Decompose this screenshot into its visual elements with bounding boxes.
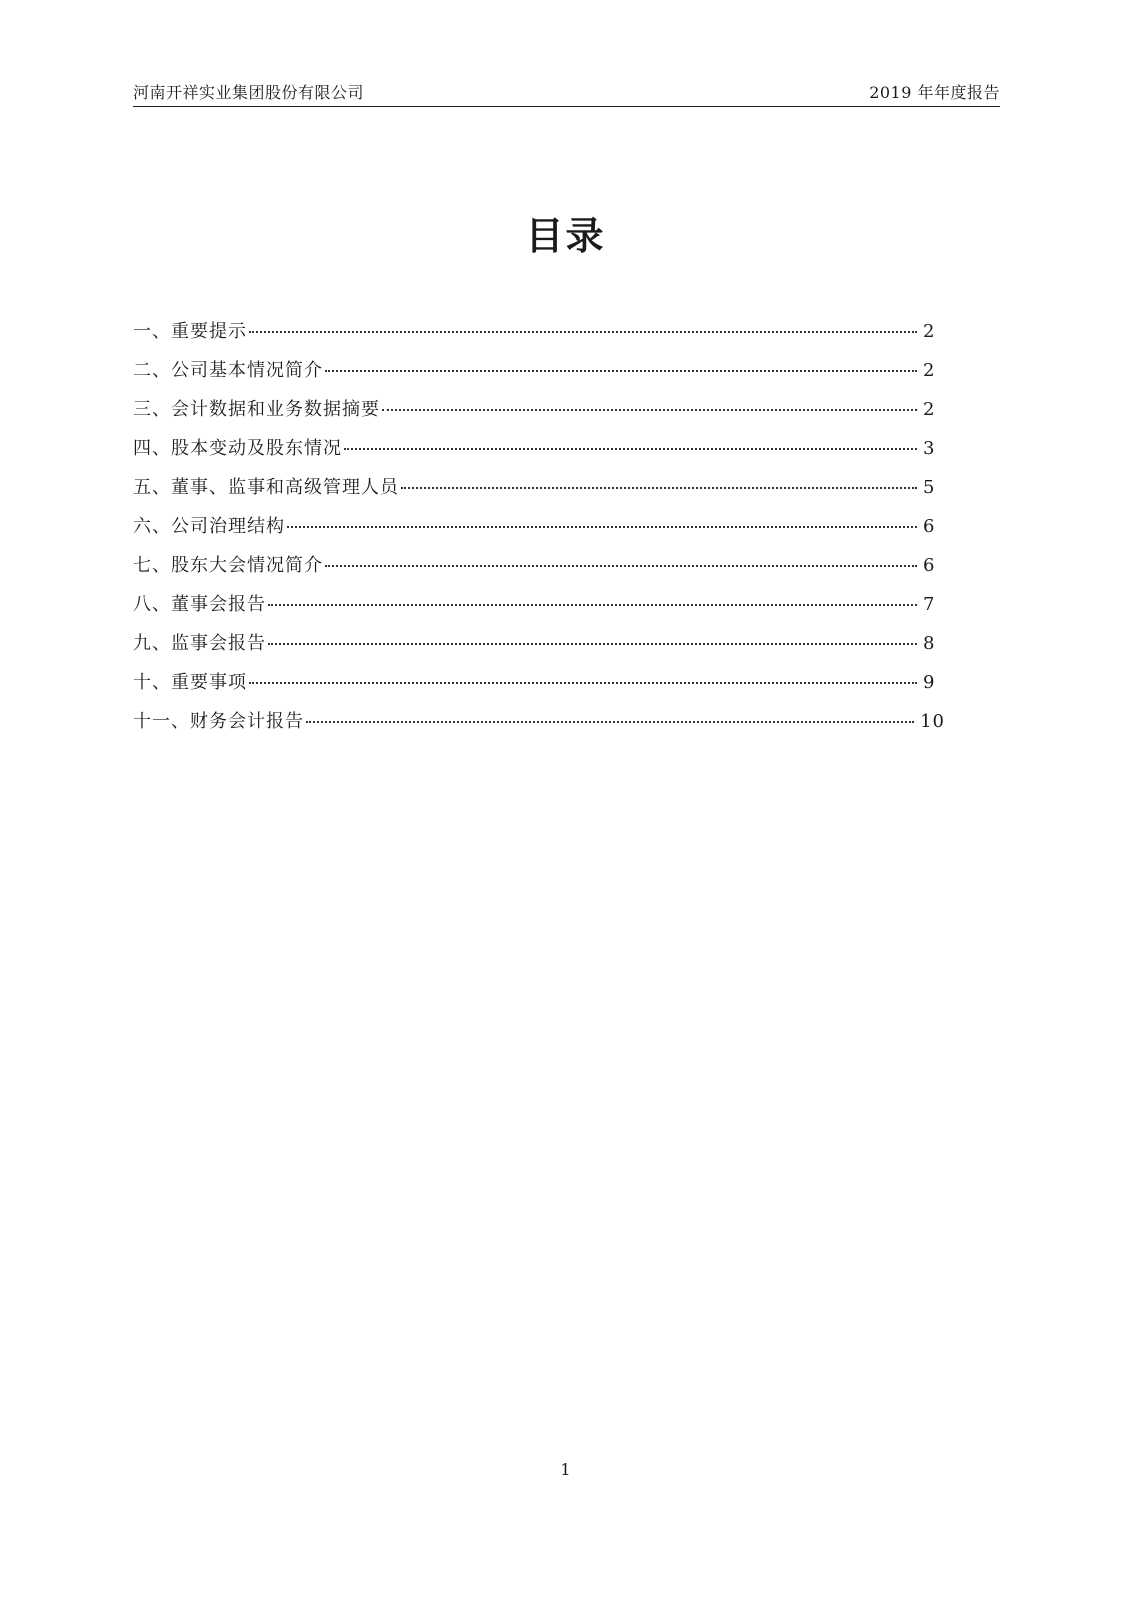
toc-entry-label: 十、重要事项 [133, 672, 247, 693]
toc-dot-leader [268, 604, 917, 606]
toc-entry-label: 七、股东大会情况简介 [133, 555, 323, 576]
page-title: 目录 [525, 214, 606, 258]
toc-entry[interactable] [133, 668, 945, 707]
toc-entry-page: 6 [923, 516, 936, 537]
toc-dot-leader [268, 643, 917, 645]
toc-entry-label: 十一、财务会计报告 [133, 711, 304, 732]
toc-dot-leader [325, 565, 917, 567]
toc-entry-page: 2 [923, 321, 936, 342]
toc-entry-label: 一、重要提示 [133, 321, 247, 342]
toc-entry-page: 9 [923, 672, 936, 693]
page-number: 1 [560, 1460, 571, 1479]
toc-dot-leader [249, 682, 917, 684]
toc-entry[interactable] [133, 512, 945, 551]
toc-dot-leader [382, 409, 917, 411]
toc-entry[interactable] [133, 590, 945, 629]
toc-entry-label: 五、董事、监事和高级管理人员 [133, 477, 399, 498]
toc-entry-page: 2 [923, 360, 936, 381]
toc-dot-leader [344, 448, 917, 450]
toc-entry-page: 5 [923, 477, 936, 498]
toc-entry-page: 8 [923, 633, 936, 654]
toc-dot-leader [287, 526, 917, 528]
header-report-title: 2019 年年度报告 [869, 83, 1000, 102]
toc-entry[interactable] [133, 395, 945, 434]
toc-entry[interactable] [133, 356, 945, 395]
toc-entry[interactable] [133, 707, 945, 746]
page-header [133, 78, 1000, 107]
toc-entry[interactable] [133, 551, 945, 590]
toc-dot-leader [306, 721, 914, 723]
toc-entry[interactable] [133, 629, 945, 668]
toc-entry-label: 九、监事会报告 [133, 633, 266, 654]
toc-entry-label: 四、股本变动及股东情况 [133, 438, 342, 459]
toc-entry[interactable] [133, 473, 945, 512]
toc-dot-leader [249, 331, 917, 333]
toc-entry[interactable] [133, 434, 945, 473]
toc-entry[interactable] [133, 317, 945, 356]
toc-entry-page: 6 [923, 555, 936, 576]
toc-entry-page: 3 [923, 438, 936, 459]
toc-entry-label: 二、公司基本情况简介 [133, 360, 323, 381]
header-company-name: 河南开祥实业集团股份有限公司 [133, 83, 365, 102]
toc-dot-leader [401, 487, 917, 489]
toc-entry-label: 三、会计数据和业务数据摘要 [133, 399, 380, 420]
toc-entry-label: 六、公司治理结构 [133, 516, 285, 537]
toc-entry-label: 八、董事会报告 [133, 594, 266, 615]
toc-dot-leader [325, 370, 917, 372]
table-of-contents [133, 317, 945, 746]
toc-entry-page: 10 [920, 711, 945, 732]
toc-entry-page: 2 [923, 399, 936, 420]
toc-entry-page: 7 [923, 594, 936, 615]
